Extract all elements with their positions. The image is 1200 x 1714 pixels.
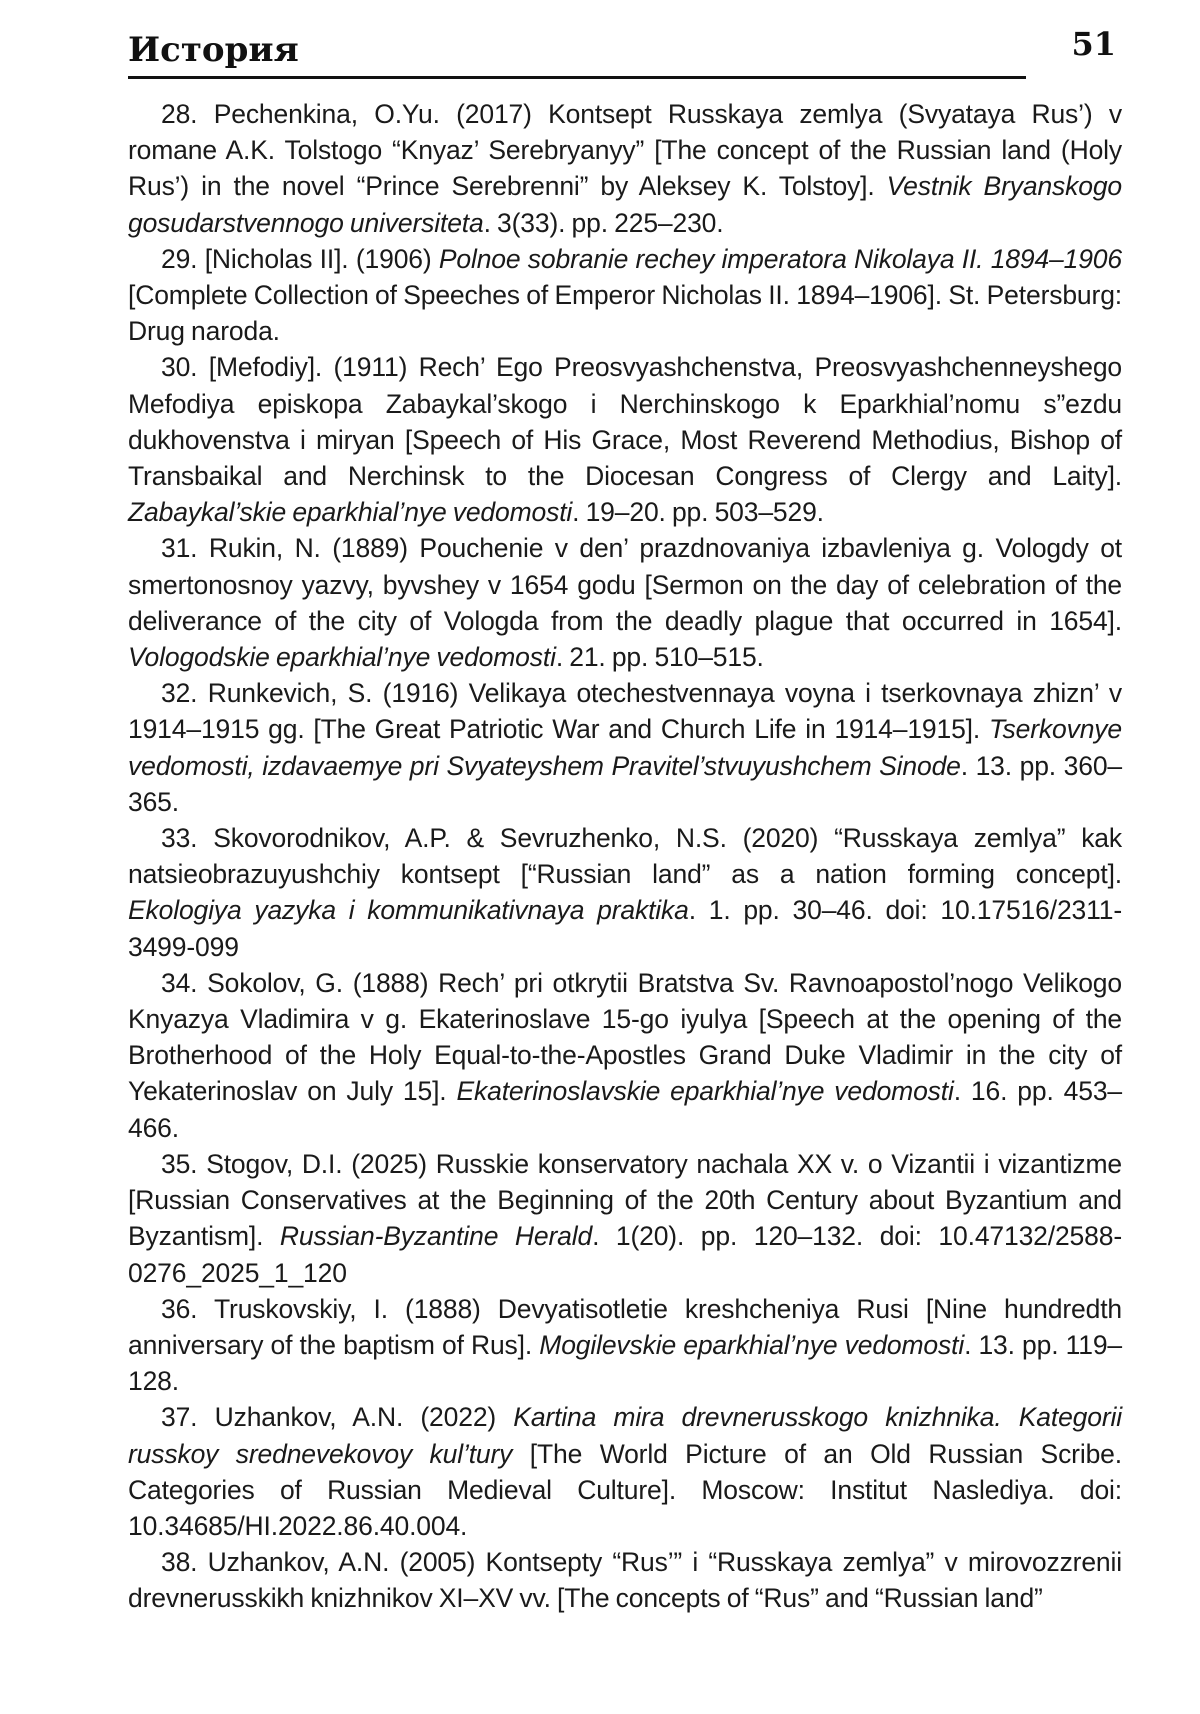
- reference-details: . 13. pp. 119–128.: [128, 1329, 1122, 1397]
- reference-text: Runkevich, S. (1916) Velikaya otechestvennaya voyna i tserkovnaya zhizn’ v 1914–1915 gg. [The Great Patriotic War and Church Life in 1914–1915].: [128, 678, 1122, 745]
- reference-item: [128, 1399, 1122, 1544]
- reference-item: [128, 1291, 1122, 1400]
- reference-details: . 3(33). pp. 225–230.: [483, 207, 724, 238]
- reference-list: [128, 96, 1122, 1617]
- reference-text: Uzhankov, A.N. (2022): [214, 1402, 514, 1433]
- reference-text: Truskovskiy, I. (1888) Devyatisotletie kreshcheniya Rusi [Nine hundredth anniversary of the baptism of Rus].: [128, 1293, 1122, 1360]
- reference-number: 38.: [161, 1547, 198, 1578]
- reference-source: Vestnik Bryanskogo gosudarstvennogo universiteta: [128, 171, 1122, 238]
- reference-number: 33.: [161, 823, 198, 854]
- reference-text: [Mefodiy]. (1911) Rech’ Ego Preosvyashchenstva, Preosvyashchenneyshego Mefodiya episkopa Zabaykal’skogo i Nerchinskogo k Eparkhial’nomu s”ezdu dukhovenstva i miryan [Speech of His Grace, Most Reverend Methodius, Bishop of Transbaikal and Nerchinsk to the Diocesan Congress of Clergy and Laity].: [128, 352, 1123, 492]
- page-number: 51: [1071, 25, 1116, 63]
- reference-item: [128, 349, 1122, 530]
- reference-number: 29.: [161, 243, 198, 274]
- reference-details: [Complete Collection of Speeches of Emperor Nicholas II. 1894–1906]. St. Petersburg: Drug naroda.: [128, 280, 1122, 347]
- reference-item: [128, 241, 1122, 350]
- reference-number: 31.: [161, 533, 198, 564]
- reference-source: Tserkovnye vedomosti, izdavaemye pri Svyateyshem Pravitel’stvuyushchem Sinode: [128, 714, 1122, 781]
- reference-item: [128, 530, 1122, 675]
- reference-text: Pechenkina, O.Yu. (2017) Kontsept Russkaya zemlya (Svyataya Rus’) v romane A.K. Tolstogo “Knyaz’ Serebryanyy” [The concept of the Russian land (Holy Rus’) in the novel “Prince Serebrenni” by Aleksey K. Tolstoy].: [128, 99, 1122, 202]
- reference-number: 28.: [161, 99, 198, 129]
- reference-text: Sokolov, G. (1888) Rech’ pri otkrytii Bratstva Sv. Ravnoapostol’nogo Velikogo Knyazya Vladimira v g. Ekaterinoslave 15-go iyulya [Speech at the opening of the Brotherhood of the Holy Equal-to-the-Apostles Grand Duke Vladimir in the city of Yekaterinoslav on July 15].: [128, 967, 1122, 1107]
- reference-number: 32.: [161, 678, 198, 709]
- reference-text: Stogov, D.I. (2025) Russkie konservatory nachala XX v. o Vizantii i vizantizme [Russian Conservatives at the Beginning of the 20th Century about Byzantium and Byzantism].: [128, 1148, 1123, 1252]
- reference-source: Vologodskie eparkhial’nye vedomosti: [128, 642, 556, 673]
- running-header: [128, 26, 1122, 82]
- reference-number: 37.: [161, 1402, 198, 1433]
- reference-number: 30.: [161, 352, 198, 383]
- section-title: История: [128, 30, 299, 70]
- reference-details: . 21. pp. 510–515.: [555, 642, 764, 673]
- reference-details: . 1(20). pp. 120–132. doi: 10.47132/2588-0276_2025_1_120: [128, 1221, 1122, 1288]
- reference-details: . 19–20. pp. 503–529.: [572, 497, 824, 528]
- reference-item: [128, 96, 1122, 241]
- reference-text: Rukin, N. (1889) Pouchenie v den’ prazdnovaniya izbavleniya g. Vologdy ot smertonosnoy yazvy, byvshey v 1654 godu [Sermon on the day of celebration of the deliverance of the city of Vologda from the deadly plague that occurred in 1654].: [128, 533, 1122, 636]
- reference-item: [128, 965, 1122, 1146]
- reference-source: Russian-Byzantine Herald: [279, 1221, 593, 1252]
- reference-details: . 13. pp. 360–365.: [128, 750, 1122, 817]
- reference-number: 35.: [161, 1148, 198, 1179]
- reference-details: . 16. pp. 453–466.: [128, 1076, 1123, 1143]
- reference-details: . 1. pp. 30–46. doi: 10.17516/2311-3499-099: [128, 895, 1122, 962]
- reference-item: [128, 1544, 1122, 1616]
- reference-item: [128, 820, 1122, 965]
- reference-number: 34.: [161, 967, 198, 998]
- reference-item: [128, 675, 1122, 820]
- reference-text: Uzhankov, A.N. (2005) Kontsepty “Rus’” i “Russkaya zemlya” v mirovozzrenii drevnerusskikh knizhnikov XI–XV vv. [The concepts of “Rus” and “Russian land”: [128, 1547, 1122, 1614]
- header-rule: [128, 76, 1026, 79]
- reference-text: [Nicholas II]. (1906): [204, 243, 439, 274]
- reference-source: Zabaykal’skie eparkhial’nye vedomosti: [128, 497, 573, 528]
- reference-item: [128, 1146, 1122, 1291]
- reference-source: Mogilevskie eparkhial’nye vedomosti: [539, 1329, 965, 1360]
- reference-source: Ekaterinoslavskie eparkhial’nye vedomosti: [456, 1076, 954, 1107]
- page: [128, 0, 1122, 1714]
- reference-source: Polnoe sobranie rechey imperatora Nikolaya II. 1894–1906: [438, 243, 1122, 274]
- reference-text: Skovorodnikov, A.P. & Sevruzhenko, N.S. (2020) “Russkaya zemlya” kak natsieobrazuyushchiy kontsept [“Russian land” as a nation forming concept].: [128, 823, 1122, 890]
- reference-details: [The World Picture of an Old Russian Scribe. Categories of Russian Medieval Culture]. Moscow: Institut Naslediya. doi: 10.34685/HI.2022.86.40.004.: [128, 1438, 1122, 1541]
- reference-source: Ekologiya yazyka i kommunikativnaya praktika: [128, 895, 689, 926]
- reference-number: 36.: [161, 1293, 198, 1324]
- reference-source: Kartina mira drevnerusskogo knizhnika. Kategorii russkoy srednevekovoy kul’tury: [128, 1402, 1122, 1469]
